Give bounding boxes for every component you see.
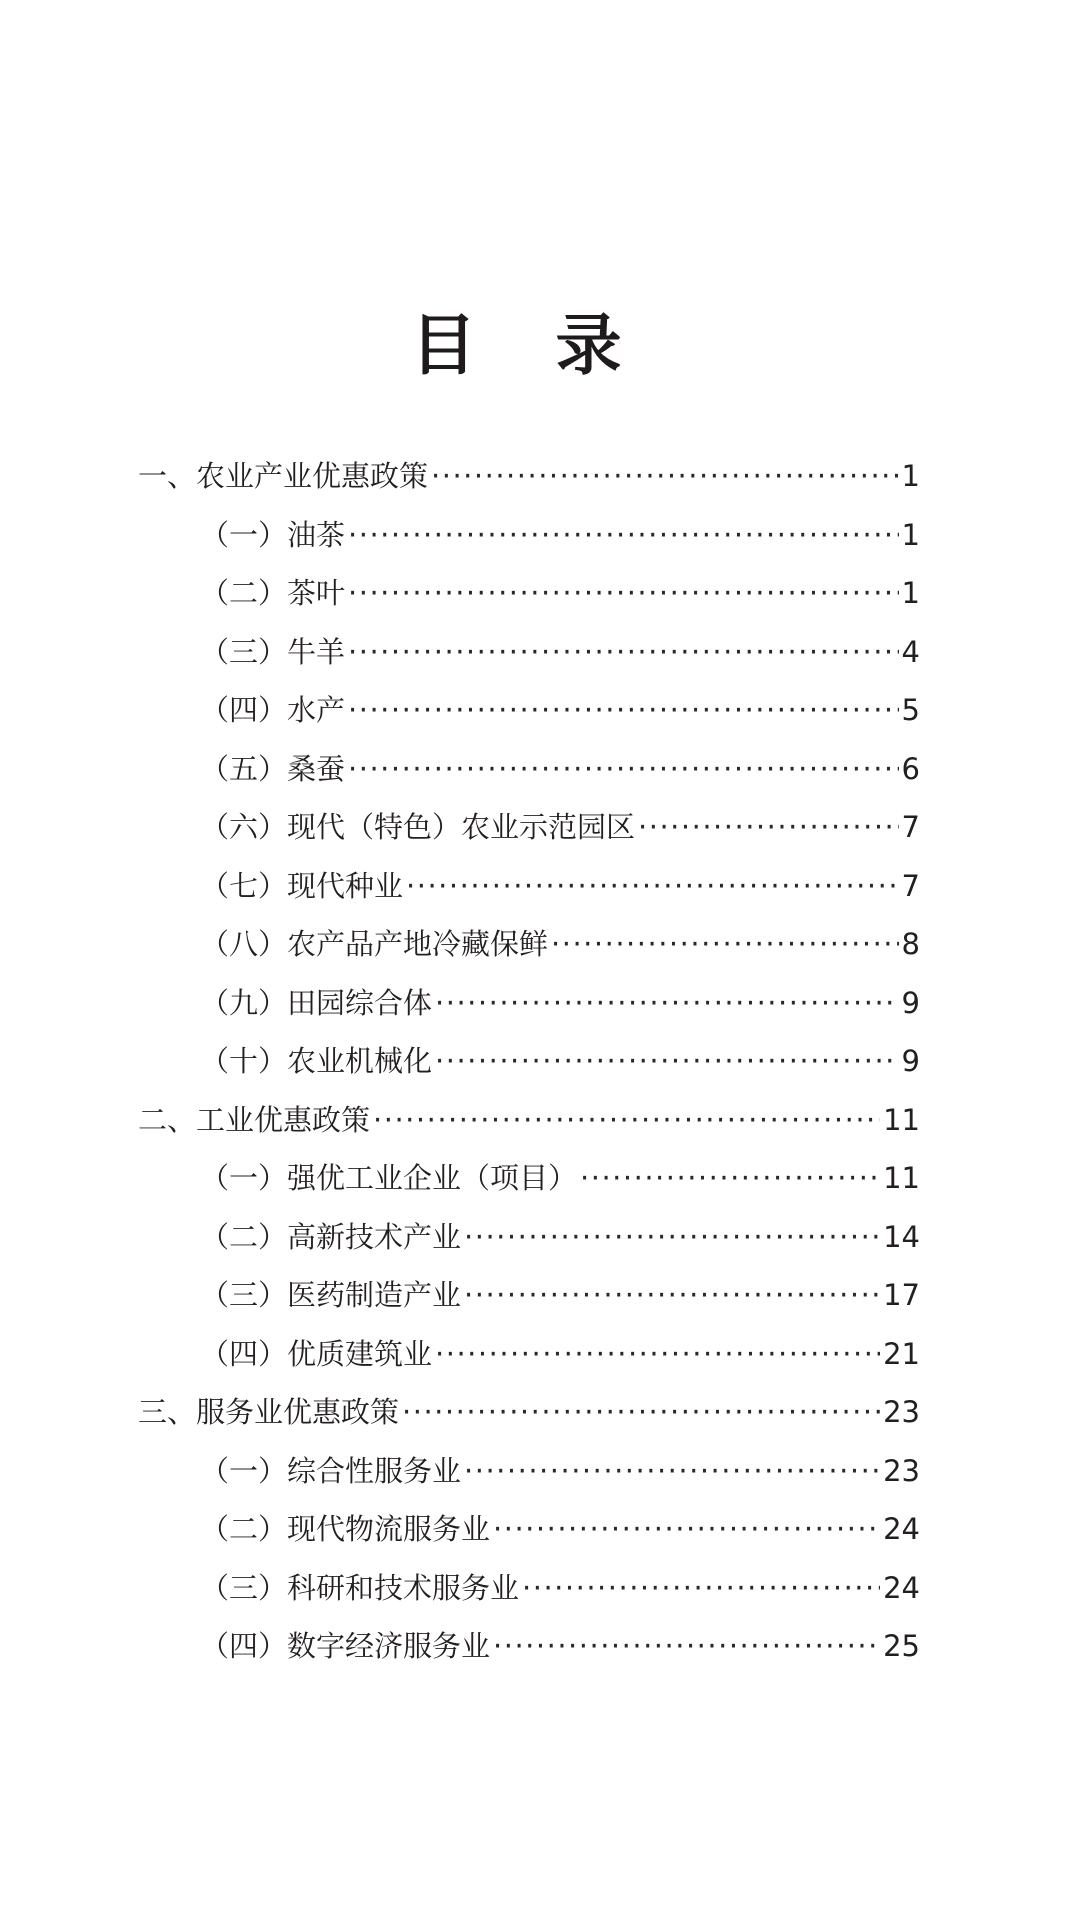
toc-page-number: 14: [883, 1219, 920, 1254]
toc-page-number: 1: [901, 517, 920, 552]
toc-dot-leader: [493, 1500, 880, 1559]
toc-subsection-entry: [138, 1500, 920, 1559]
toc-entry-label: 二、工业优惠政策: [138, 1102, 371, 1137]
toc-subsection-entry: [138, 740, 920, 799]
toc-subsection-entry: [138, 1442, 920, 1501]
toc-page-number: 17: [883, 1278, 920, 1312]
toc-entry-label: 一、农业产业优惠政策: [138, 459, 429, 493]
toc-dot-leader: [373, 1091, 880, 1150]
toc-entry-label: （二）高新技术产业: [200, 1219, 462, 1254]
toc-page-number: 25: [883, 1629, 920, 1663]
toc-page-number: 24: [883, 1512, 920, 1546]
toc-dot-leader: [435, 1032, 899, 1091]
toc-page-number: 23: [883, 1453, 920, 1488]
toc-dot-leader: [435, 1325, 880, 1384]
toc-dot-leader: [435, 974, 899, 1033]
toc-section-entry: [138, 447, 920, 506]
toc-subsection-entry: [138, 1325, 920, 1384]
toc-dot-leader: [464, 1266, 880, 1325]
toc-subsection-entry: [138, 623, 920, 682]
toc-entry-label: （一）强优工业企业（项目）: [200, 1161, 578, 1195]
toc-entry-label: （三）科研和技术服务业: [200, 1570, 520, 1605]
toc-entry-label: （二）茶叶: [200, 576, 346, 610]
toc-dot-leader: [580, 1149, 880, 1208]
table-of-contents: [138, 447, 920, 1676]
toc-subsection-entry: [138, 1266, 920, 1325]
toc-subsection-entry: [138, 506, 920, 565]
toc-entry-label: 三、服务业优惠政策: [138, 1395, 400, 1429]
toc-entry-label: （九）田园综合体: [200, 985, 433, 1020]
toc-page-number: 6: [901, 751, 920, 786]
toc-dot-leader: [406, 857, 899, 916]
toc-subsection-entry: [138, 1208, 920, 1267]
toc-dot-leader: [551, 915, 899, 974]
toc-dot-leader: [348, 681, 899, 740]
toc-page-number: 1: [901, 576, 920, 610]
toc-page-number: 7: [901, 868, 920, 903]
toc-entry-label: （十）农业机械化: [200, 1044, 433, 1078]
toc-page-number: 24: [883, 1570, 920, 1605]
toc-page-number: 11: [883, 1102, 920, 1137]
toc-page-number: 5: [901, 693, 920, 727]
toc-page-number: 21: [883, 1336, 920, 1371]
toc-entry-label: （四）数字经济服务业: [200, 1629, 491, 1663]
toc-entry-label: （三）医药制造产业: [200, 1278, 462, 1312]
toc-entry-label: （二）现代物流服务业: [200, 1512, 491, 1546]
toc-dot-leader: [402, 1383, 880, 1442]
toc-dot-leader: [348, 506, 899, 565]
toc-entry-label: （六）现代（特色）农业示范园区: [200, 810, 636, 844]
toc-subsection-entry: [138, 974, 920, 1033]
toc-entry-label: （三）牛羊: [200, 634, 346, 669]
page-title: 目 录: [410, 306, 650, 384]
toc-subsection-entry: [138, 1617, 920, 1676]
toc-subsection-entry: [138, 681, 920, 740]
toc-subsection-entry: [138, 1032, 920, 1091]
toc-section-entry: [138, 1091, 920, 1150]
toc-page-number: 7: [901, 810, 920, 844]
toc-dot-leader: [348, 564, 899, 623]
toc-entry-label: （一）油茶: [200, 517, 346, 552]
toc-dot-leader: [348, 740, 899, 799]
toc-page-number: 1: [901, 459, 920, 493]
toc-dot-leader: [522, 1559, 880, 1618]
toc-subsection-entry: [138, 798, 920, 857]
toc-entry-label: （四）优质建筑业: [200, 1336, 433, 1371]
toc-page-number: 8: [901, 927, 920, 961]
toc-entry-label: （四）水产: [200, 693, 346, 727]
toc-page-number: 9: [901, 1044, 920, 1078]
toc-dot-leader: [348, 623, 899, 682]
toc-subsection-entry: [138, 915, 920, 974]
toc-section-entry: [138, 1383, 920, 1442]
toc-page-number: 11: [883, 1161, 920, 1195]
toc-dot-leader: [493, 1617, 880, 1676]
toc-entry-label: （八）农产品产地冷藏保鲜: [200, 927, 549, 961]
toc-subsection-entry: [138, 1149, 920, 1208]
toc-subsection-entry: [138, 857, 920, 916]
toc-page-number: 4: [901, 634, 920, 669]
toc-entry-label: （七）现代种业: [200, 868, 404, 903]
toc-dot-leader: [638, 798, 899, 857]
toc-dot-leader: [464, 1442, 880, 1501]
toc-dot-leader: [464, 1208, 880, 1267]
toc-entry-label: （五）桑蚕: [200, 751, 346, 786]
toc-subsection-entry: [138, 564, 920, 623]
toc-dot-leader: [431, 447, 899, 506]
toc-subsection-entry: [138, 1559, 920, 1618]
toc-entry-label: （一）综合性服务业: [200, 1453, 462, 1488]
toc-page-number: 9: [901, 985, 920, 1020]
toc-page-number: 23: [883, 1395, 920, 1429]
